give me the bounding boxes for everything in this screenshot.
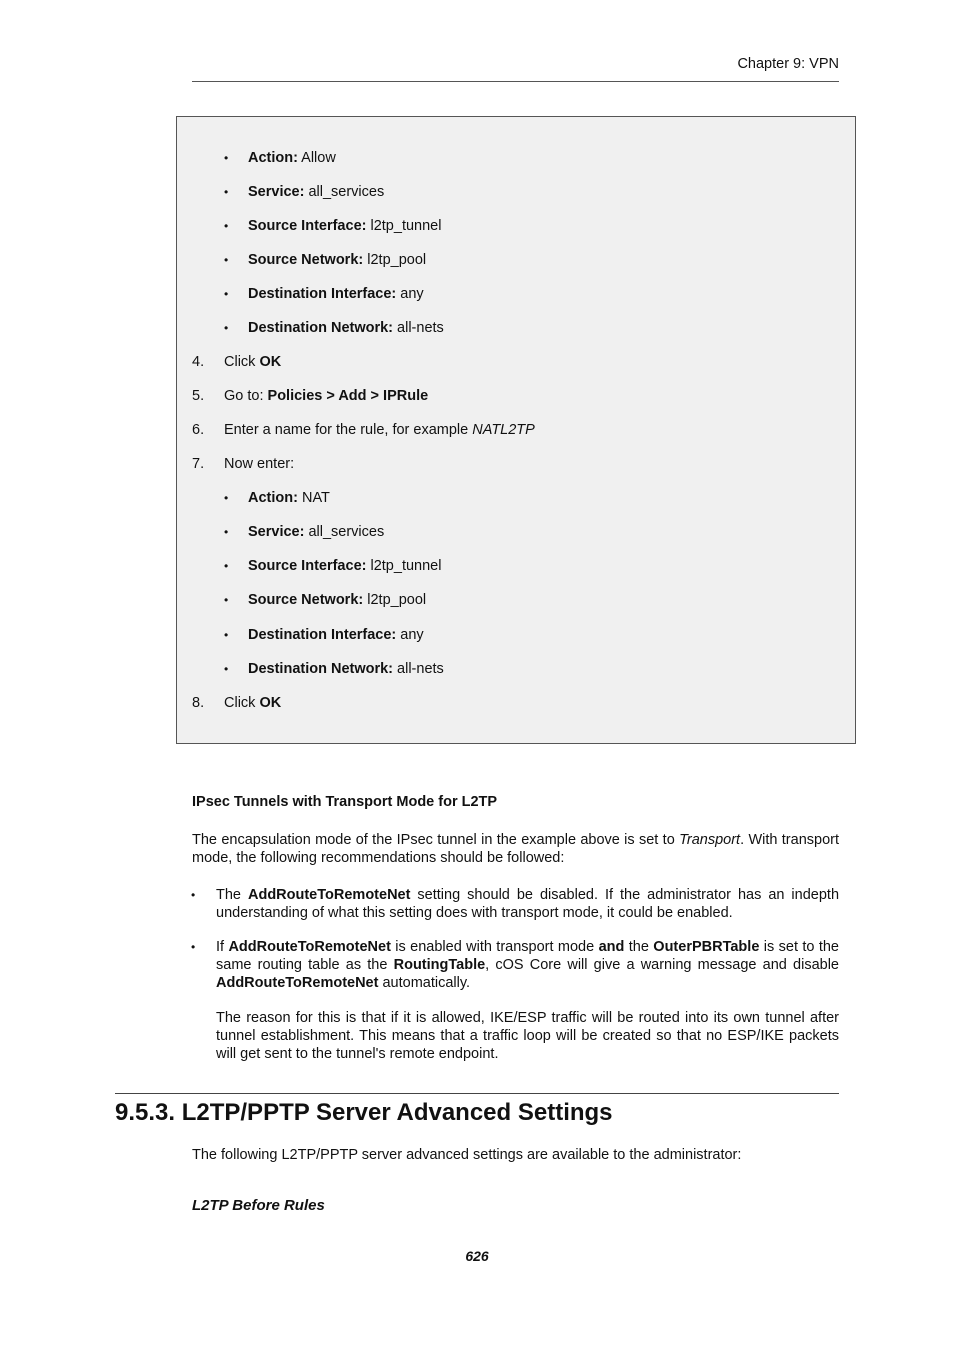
list-item: Destination Interface: any [248, 286, 424, 302]
reason-paragraph: The reason for this is that if it is allowed, IKE/ESP traffic will be routed into its own tunnel after tunnel establishment. This means that a traffic loop will be created so that no ESP/IKE packets will get sent to the tunnel's remote endpoint. [216, 1010, 839, 1062]
section-subheading: IPsec Tunnels with Transport Mode for L2TP [192, 794, 498, 810]
list-item: Action: Allow [248, 150, 336, 166]
bullet-icon: • [224, 525, 229, 539]
bullet-icon: • [224, 662, 229, 676]
intro-paragraph: The encapsulation mode of the IPsec tunnel in the example above is set to Transport. With transport mode, the following recommendations should be followed: [192, 832, 839, 866]
step-text: Enter a name for the rule, for example NATL2TP [224, 422, 535, 438]
list-item: Destination Interface: any [248, 627, 424, 643]
section-divider [115, 1093, 839, 1094]
bullet-icon: • [191, 940, 196, 954]
recommendation-1: The AddRouteToRemoteNet setting should be disabled. If the administrator has an indepth understanding of what this setting does with transport mode, it could be enabled. [216, 887, 840, 921]
bullet-icon: • [191, 888, 196, 902]
bullet-icon: • [224, 151, 229, 165]
list-item: Destination Network: all-nets [248, 661, 444, 677]
step-number: 6. [192, 422, 205, 438]
recommendation-2: If AddRouteToRemoteNet is enabled with transport mode and the OuterPBRTable is set to the same routing table as the RoutingTable, cOS Core will give a warning message and disable AddRouteToRemoteNet automatically. [216, 939, 839, 991]
bullet-icon: • [224, 559, 229, 573]
list-item: Action: NAT [248, 490, 330, 506]
step-text: Click OK [224, 695, 282, 711]
setting-heading: L2TP Before Rules [192, 1197, 325, 1214]
list-item: Service: all_services [248, 524, 385, 540]
bullet-icon: • [224, 219, 229, 233]
bullet-icon: • [224, 253, 229, 267]
chapter-title: Chapter 9: VPN [737, 56, 839, 72]
step-number: 8. [192, 695, 205, 711]
bullet-icon: • [224, 321, 229, 335]
bullet-icon: • [224, 491, 229, 505]
list-item: Destination Network: all-nets [248, 320, 444, 336]
step-text: Now enter: [224, 456, 295, 472]
step-text: Click OK [224, 354, 282, 370]
bullet-icon: • [224, 628, 229, 642]
bullet-icon: • [224, 185, 229, 199]
list-item: Source Interface: l2tp_tunnel [248, 558, 442, 574]
list-item: Source Network: l2tp_pool [248, 592, 427, 608]
page-number: 626 [465, 1248, 489, 1264]
bullet-icon: • [224, 287, 229, 301]
list-item: Service: all_services [248, 184, 385, 200]
step-text: Go to: Policies > Add > IPRule [224, 388, 429, 404]
list-item: Source Network: l2tp_pool [248, 252, 427, 268]
list-item: Source Interface: l2tp_tunnel [248, 218, 442, 234]
example-box [176, 116, 856, 744]
section-intro: The following L2TP/PPTP server advanced settings are available to the administrator: [192, 1147, 742, 1163]
step-number: 5. [192, 388, 205, 404]
step-number: 4. [192, 354, 205, 370]
page-header [192, 55, 839, 82]
bullet-icon: • [224, 593, 229, 607]
section-heading: 9.5.3. L2TP/PPTP Server Advanced Settings [115, 1099, 613, 1126]
step-number: 7. [192, 456, 205, 472]
